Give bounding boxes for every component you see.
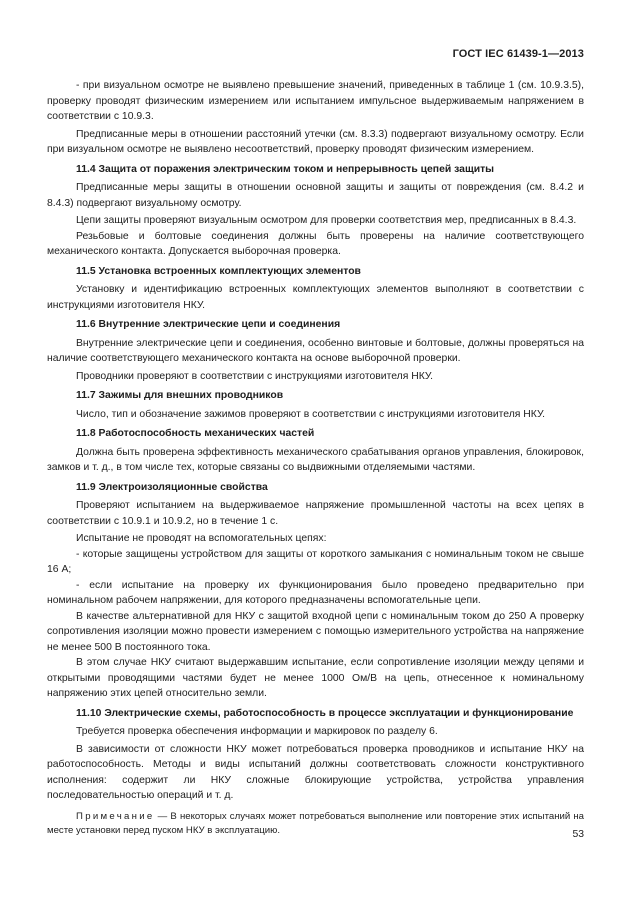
paragraph: Предписанные меры защиты в отношении основной защиты и защиты от повреждения (см. 8.4.2 и 8.4.3) подвергают визуальному осмотру. — [47, 182, 584, 209]
list-item: - если испытание на проверку их функционирования было проведено предварительно при номинальном рабочем напряжении, для которого предназначены вспомогательные цепи. — [47, 579, 584, 606]
section-heading-11-10: 11.10 Электрические схемы, работоспособность в процессе эксплуатации и функционирование — [76, 707, 574, 719]
section-heading-11-5: 11.5 Установка встроенных комплектующих элементов — [76, 265, 361, 277]
section-heading-11-9: 11.9 Электроизоляционные свойства — [76, 481, 268, 493]
paragraph: Испытание не проводят на вспомогательных цепях: — [76, 533, 327, 544]
note-label: Примечание — [76, 810, 155, 822]
page-number: 53 — [572, 829, 584, 840]
section-heading-11-4: 11.4 Защита от поражения электрическим током и непрерывность цепей защиты — [76, 163, 495, 175]
paragraph: Проводники проверяют в соответствии с инструкциями изготовителя НКУ. — [76, 370, 433, 382]
standard-header: ГОСТ IEC 61439-1—2013 — [452, 48, 584, 60]
paragraph: В зависимости от сложности НКУ может потребоваться проверка проводников и испытание НКУ на работоспособность. Методы и виды испытаний должны соответствовать сложности конструктивного исполнения: содержит ли НКУ сложные блокирующие устройства, устройства управления последовательностью операций и т. д. — [47, 743, 584, 801]
paragraph: Число, тип и обозначение зажимов проверяют в соответствии с инструкциями изготовителя НКУ. — [76, 408, 546, 420]
paragraph: Предписанные меры в отношении расстояний утечки (см. 8.3.3) подвергают визуальному осмотру. Если при визуальном осмотре не выявлено несоответствий, проверку проводят физическим измерением. — [47, 128, 584, 155]
paragraph: Цепи защиты проверяют визуальным осмотром для проверки соответствия мер, предписанных в 8.4.3. — [76, 215, 577, 226]
paragraph: В этом случае НКУ считают выдержавшим испытание, если сопротивление изоляции между цепями и открытыми проводящими частями будет не менее 1000 Ом/В на цепь, отнесенное к номинальному напряжению этих цепей относительно земли. — [47, 657, 584, 699]
paragraph: Установку и идентификацию встроенных комплектующих элементов выполняют в соответствии с инструкциями изготовителя НКУ. — [47, 284, 584, 311]
paragraph: Требуется проверка обеспечения информации и маркировок по разделу 6. — [76, 726, 438, 737]
note-text: — В некоторых случаях может потребоваться выполнение или повторение этих испытаний на месте установки перед пуском НКУ в эксплуатацию. — [47, 810, 584, 836]
paragraph: Резьбовые и болтовые соединения должны быть проверены на наличие соответствующего механического контакта. Допускается выборочная проверка. — [47, 230, 584, 257]
paragraph: Должна быть проверена эффективность механического срабатывания органов управления, блокировок, замков и т. д., в том числе тех, которые связаны со выдвижными отделяемыми частями. — [47, 446, 584, 473]
paragraph: Внутренние электрические цепи и соединения, особенно винтовые и болтовые, должны проверяться на наличие соответствующего механического контакта на основе выборочной проверки. — [47, 337, 584, 364]
section-heading-11-6: 11.6 Внутренние электрические цепи и соединения — [76, 319, 341, 330]
paragraph: - при визуальном осмотре не выявлено превышение значений, приведенных в таблице 1 (см. 10.9.3.5), проверку проводят физическим измерением или испытанием импульсное выдерживаемым напряжением в соответствии с 10.9.3. — [47, 80, 584, 122]
section-heading-11-8: 11.8 Работоспособность механических частей — [76, 428, 315, 439]
paragraph: В качестве альтернативной для НКУ с защитой входной цепи с номинальным током до 250 А проверку сопротивления изоляции можно провести измерением с помощью измерительного устройства на напряжение не менее 500 В постоянного тока. — [47, 610, 584, 653]
section-heading-11-7: 11.7 Зажимы для внешних проводников — [76, 390, 284, 401]
note — [47, 810, 584, 839]
page-body — [47, 78, 584, 839]
list-item: - которые защищены устройством для защиты от короткого замыкания с номинальным током не свыше 16 А; — [47, 548, 584, 575]
paragraph: Проверяют испытанием на выдерживаемое напряжение промышленной частоты на всех цепях в соответствии с 10.9.1 и 10.9.2, но в течение 1 с. — [47, 500, 584, 527]
